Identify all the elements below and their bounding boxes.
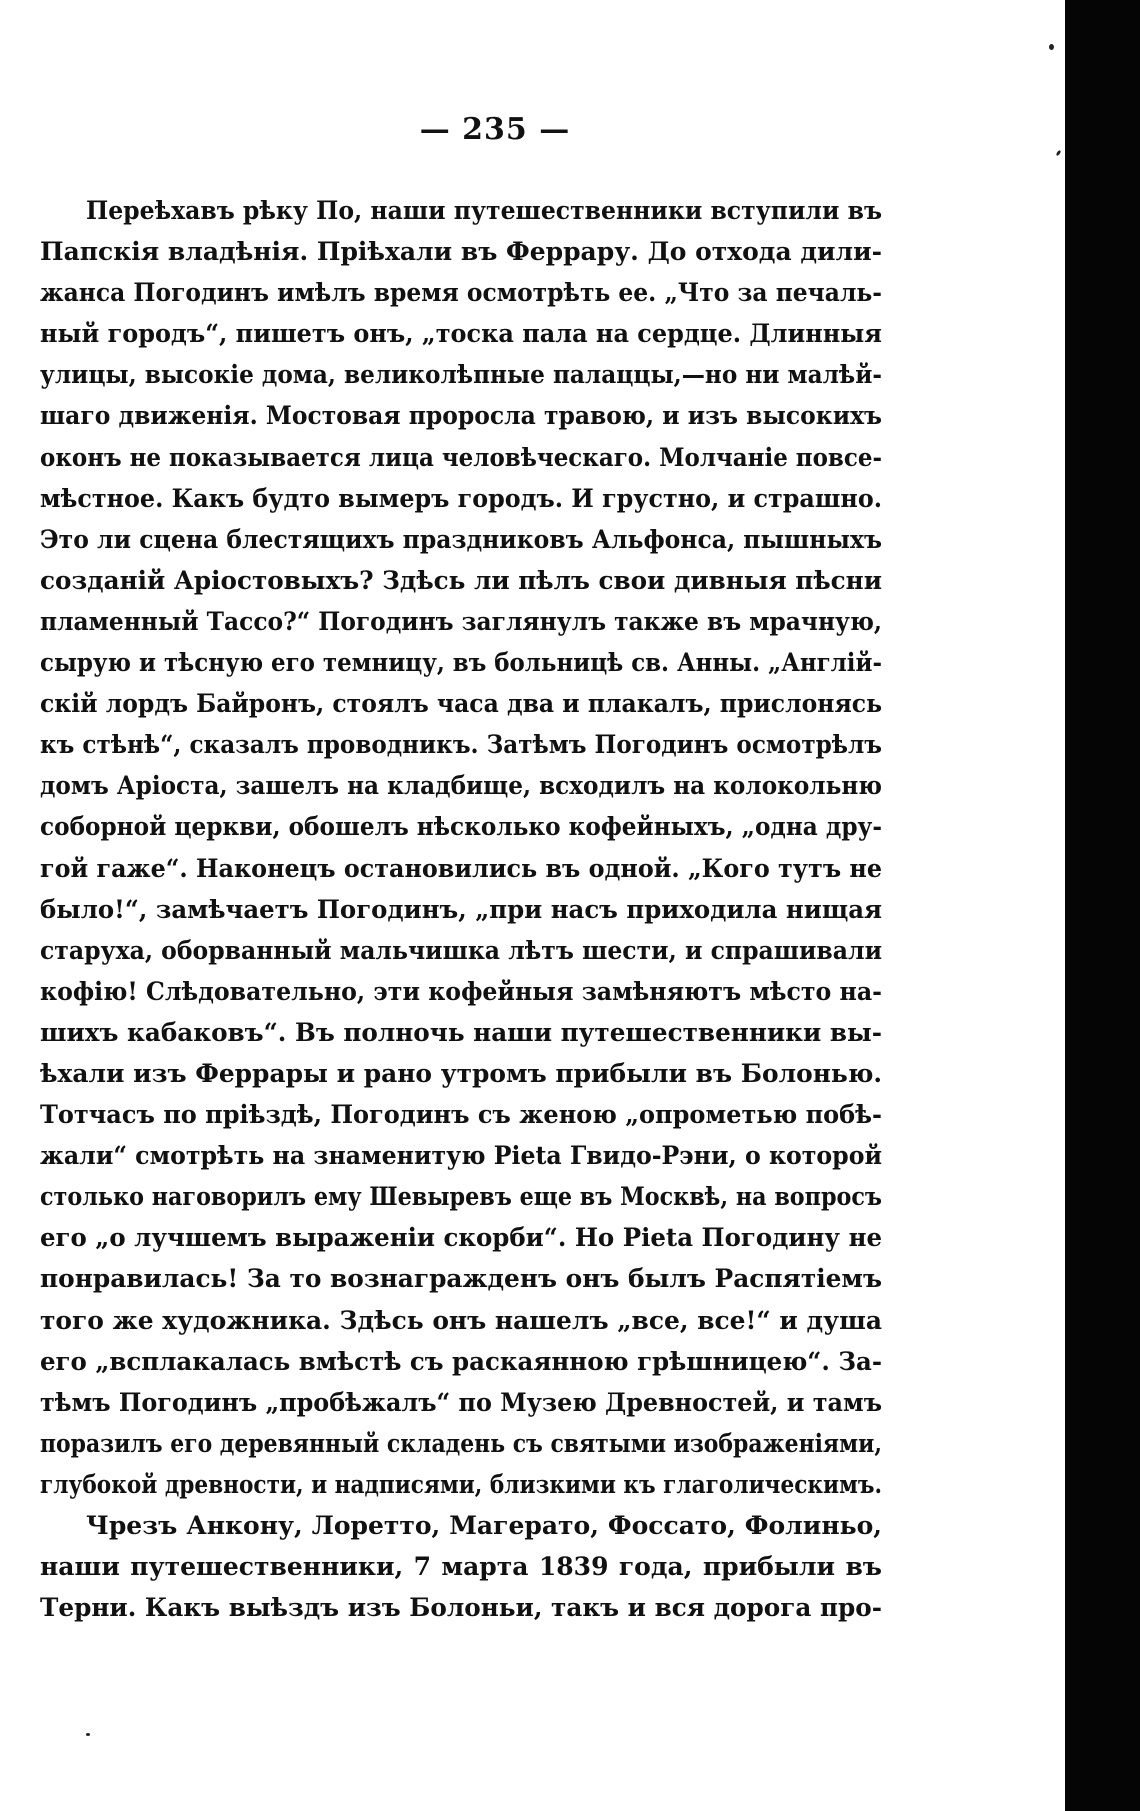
text-line: гой гаже“. Наконецъ остановились въ одной. „Кого тутъ не [40, 853, 882, 883]
text-line: Переѣхавъ рѣку По, наши путешественники вступили въ [86, 196, 882, 225]
text-line: жали“ смотрѣть на знаменитую Pieta Гвидо-Рэни, о которой [40, 1141, 882, 1171]
scan-speck [1049, 44, 1054, 50]
text-line: сырую и тѣсную его темницу, въ больницѣ св. Анны. „Англій- [40, 648, 882, 678]
text-line: пламенный Тассо?“ Погодинъ заглянулъ также въ мрачную, [40, 606, 882, 636]
text-line: его „о лучшемъ выраженіи скорби“. Но Pieta Погодину не [40, 1223, 882, 1253]
text-line: шаго движенія. Мостовая проросла травою, и изъ высокихъ [40, 401, 882, 431]
text-line: понравилась! За то вознагражденъ онъ былъ Распятіемъ [40, 1264, 882, 1294]
text-line: глубокой древности, и надписями, близкими къ глаголическимъ. [40, 1469, 882, 1499]
text-line: было!“, замѣчаетъ Погодинъ, „при насъ приходила нищая [40, 894, 882, 924]
text-line: Это ли сцена блестящихъ праздниковъ Альфонса, пышныхъ [40, 524, 882, 554]
text-line: Терни. Какъ выѣздъ изъ Болоньи, такъ и вся дорога про- [40, 1593, 882, 1623]
text-line: его „всплакалась вмѣстѣ съ раскаянною грѣшницею“. За- [40, 1346, 882, 1376]
text-line: поразилъ его деревянный складень съ святыми изображеніями, [40, 1428, 882, 1458]
text-line: столько наговорилъ ему Шевыревъ еще въ Москвѣ, на вопросъ [40, 1182, 882, 1212]
text-line: Папскія владѣнія. Пріѣхали въ Феррару. До отхода дили- [40, 237, 882, 267]
text-line: наши путешественники, 7 марта 1839 года, прибыли въ [40, 1552, 882, 1582]
text-line: старуха, оборванный мальчишка лѣтъ шести, и спрашивали [40, 935, 882, 965]
scan-dark-edge [1065, 0, 1140, 1811]
scan-speck [86, 1733, 90, 1736]
text-line: Тотчасъ по пріѣздѣ, Погодинъ съ женою „опрометью побѣ- [40, 1100, 882, 1130]
text-line: тѣмъ Погодинъ „пробѣжалъ“ по Музею Древностей, и тамъ [40, 1387, 882, 1417]
text-line: ѣхали изъ Феррары и рано утромъ прибыли въ Болонью. [40, 1058, 882, 1088]
text-line: кофію! Слѣдовательно, эти кофейныя замѣняютъ мѣсто на- [40, 976, 882, 1006]
text-line: жанса Погодинъ имѣлъ время осмотрѣть ее. „Что за печаль- [40, 278, 882, 308]
text-line: улицы, высокіе дома, великолѣпные палаццы,—но ни малѣй- [40, 360, 882, 390]
text-line: ный городъ“, пишетъ онъ, „тоска пала на сердце. Длинныя [40, 319, 882, 349]
text-line: того же художника. Здѣсь онъ нашелъ „все, все!“ и душа [40, 1305, 882, 1335]
text-line: къ стѣнѣ“, сказалъ проводникъ. Затѣмъ Погодинъ осмотрѣлъ [40, 730, 882, 760]
text-line: мѣстное. Какъ будто вымеръ городъ. И грустно, и страшно. [40, 483, 882, 513]
text-line: созданій Аріостовыхъ? Здѣсь ли пѣлъ свои дивныя пѣсни [40, 565, 882, 595]
text-line: шихъ кабаковъ“. Въ полночь наши путешественники вы- [40, 1017, 882, 1047]
body-text [40, 190, 882, 1628]
text-line: Чрезъ Анкону, Лоретто, Магерато, Фоссато, Фолиньо, [86, 1511, 882, 1540]
text-line: домъ Аріоста, зашелъ на кладбище, всходилъ на колокольню [40, 771, 882, 801]
scan-speck [1056, 150, 1062, 157]
text-line: соборной церкви, обошелъ нѣсколько кофейныхъ, „одна дру- [40, 812, 882, 842]
text-line: скій лордъ Байронъ, стоялъ часа два и плакалъ, прислонясь [40, 689, 882, 719]
text-line: оконъ не показывается лица человѣческаго. Молчаніе повсе- [40, 442, 882, 472]
page-number: — 235 — [419, 112, 571, 147]
